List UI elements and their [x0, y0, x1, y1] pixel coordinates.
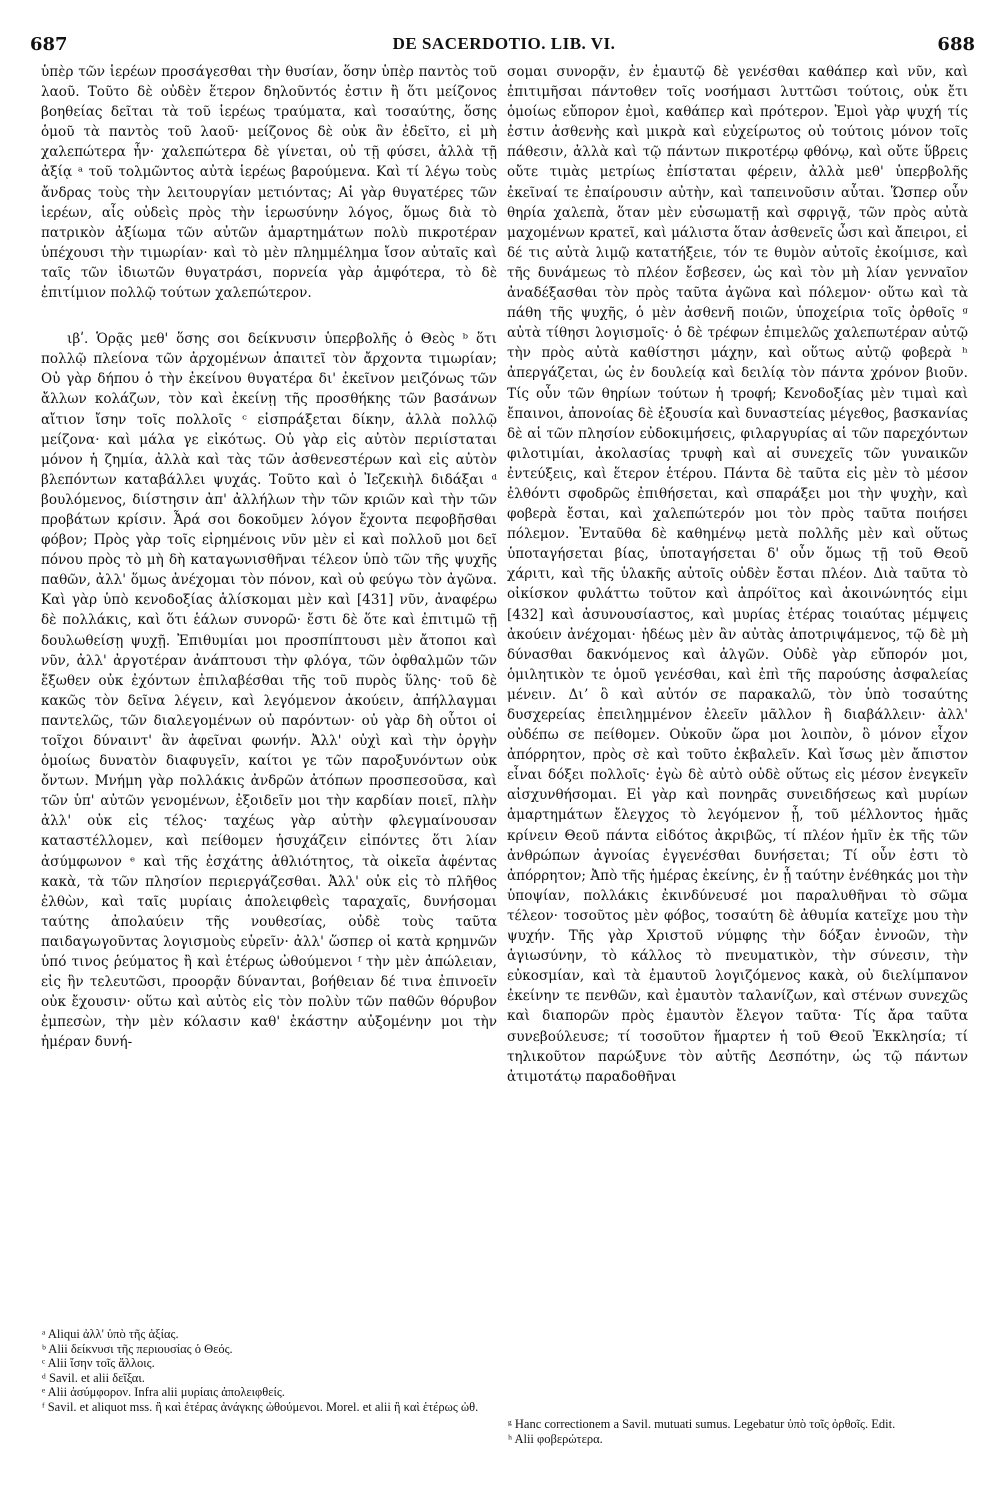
footnote: ᵉ Alii ἀσύμφορον. Infra alii μυρίαις ἀπολειφθείς. — [42, 1385, 285, 1399]
footnote: ᵈ Savil. et alii δεῖξαι. — [42, 1370, 145, 1385]
left-column — [41, 62, 497, 1053]
right-column — [507, 62, 968, 1087]
footnote: ᵃ Aliqui ἀλλ' ὑπὸ τῆς ἀξίας. — [42, 1327, 179, 1341]
footnote: ᵍ Hanc correctionem a Savil. mutuati sumus. Legebatur ὑπὸ τοῖς ὀρθοῖς. Edit. — [508, 1417, 896, 1431]
footnotes-left — [42, 1327, 498, 1414]
page-number-right: 688 — [937, 34, 975, 55]
footnotes-right — [508, 1417, 969, 1446]
footnote: ᶠ Savil. et aliquot mss. ἢ καὶ ἑτέρας ἀνάγκης ὠθούμενοι. Morel. et alii ἢ καὶ ἑτέρως ὠθ. — [42, 1399, 479, 1414]
paragraph: ὑπὲρ τῶν ἱερέων προσάγεσθαι τὴν θυσίαν, ὅσην ὑπὲρ παντὸς τοῦ λαοῦ. Τοῦτο δὲ οὐδὲν ἕτερον δηλοῦντός ἐστιν ἢ ὅτι μείζονος βοηθείας δεῖται τὰ τοῦ ἱερέως τραύματα, καὶ τοσαύτης, ὅσης ὁμοῦ τὰ παντὸς τοῦ λαοῦ· μείζονος δὲ οὐκ ἂν ἐδεῖτο, εἰ μὴ χαλεπώτερα ἦν· χαλεπώτερα δὲ γίνεται, οὐ τῇ φύσει, ἀλλὰ τῇ ἀξίᾳ ᵃ τοῦ τολμῶντος αὐτὰ ἱερέως βαρούμενα. Καὶ τί λέγω τοὺς ἄνδρας τοὺς τὴν λειτουργίαν μετιόντας; Αἱ γὰρ θυγατέρες τῶν ἱερέων, αἷς οὐδεὶς πρὸς τὴν ἱερωσύνην λόγος, ὅμως διὰ τὸ πατρικὸν ἀξίωμα τῶν αὐτῶν ἁμαρτημάτων πολὺ πικροτέραν ὑπέχουσι τὴν τιμωρίαν· καὶ τὸ μὲν πλημμέλημα ἴσον αὐταῖς καὶ ταῖς τῶν ἰδιωτῶν θυγατράσι, πορνεία γὰρ ἀμφότερα, τὸ δὲ ἐπιτίμιον πολλῷ τούτων χαλεπώτερον. — [41, 64, 497, 302]
paragraph: σομαι συνορᾷν, ἐν ἐμαυτῷ δὲ γενέσθαι καθάπερ καὶ νῦν, καὶ ἐπιτιμῆσαι πάντοθεν τοῖς νοσήμασι λυττῶσι τούτοις, οὐκ ἔτι ὁμοίως εὔπορον ἐμοὶ, καθάπερ καὶ πρότερον. Ἐμοὶ γὰρ ψυχή τίς ἐστιν ἀσθενὴς καὶ μικρὰ καὶ εὐχείρωτος οὐ τούτοις μόνον τοῖς πάθεσιν, ἀλλὰ καὶ τῷ πάντων πικροτέρῳ φθόνῳ, καὶ οὔτε ὕβρεις οὔτε τιμὰς μετρίως ἐπίσταται φέρειν, ἀλλὰ μεθ' ὑπερβολῆς ἐκεῖναί τε ἐπαίρουσιν αὐτὴν, καὶ ταπεινοῦσιν αὗται. Ὥσπερ οὖν θηρία χαλεπὰ, ὅταν μὲν εὐσωματῇ καὶ σφριγᾷ, τῶν πρὸς αὐτὰ μαχομένων κρατεῖ, καὶ μάλιστα ὅταν ἀσθενεῖς ὦσι καὶ ἄπειροι, εἰ δέ τις αὐτὰ λιμῷ κατατήξειε, τόν τε θυμὸν αὐτοῖς ἐκοίμισε, καὶ τῆς δυνάμεως τὸ πλέον ἔσβεσεν, ὡς καὶ τὸν μὴ λίαν γενναῖον ἀναδέξασθαι τὸν πρὸς ταῦτα ἀγῶνα καὶ πόλεμον· οὕτω καὶ τὰ πάθη τῆς ψυχῆς, ὁ μὲν ἀσθενῆ ποιῶν, ὑποχείρια τοῖς ὀρθοῖς ᵍ αὐτὰ τίθησι λογισμοῖς· ὁ δὲ τρέφων ἐπιμελῶς χαλεπωτέραν αὐτῷ τὴν πρὸς αὐτὰ καθίστησι μάχην, καὶ οὕτως αὐτῷ φοβερὰ ʰ ἀπεργάζεται, ὡς ἐν δουλείᾳ καὶ δειλίᾳ τὸν πάντα χρόνον βιοῦν. Τίς οὖν τῶν θηρίων τούτων ἡ τροφή; Κενοδοξίας μὲν τιμαὶ καὶ ἔπαινοι, ἀπονοίας δὲ ἐξουσία καὶ δυναστείας μέγεθος, βασκανίας δὲ αἱ τῶν πλησίον εὐδοκιμήσεις, φιλαργυρίας αἱ τῶν παρεχόντων φιλοτιμίαι, ἀκολασίας τρυφὴ καὶ αἱ συνεχεῖς τῶν γυναικῶν ἐντεύξεις, καὶ ἕτερον ἑτέρου. Πάντα δὲ ταῦτα εἰς μὲν τὸ μέσον ἐλθόντι σφοδρῶς ἐπιθήσεται, καὶ σπαράξει μοι τὴν ψυχὴν, καὶ φοβερὰ ἔσται, καὶ χαλεπώτερόν μοι τὸν πρὸς ταῦτα ποιήσει πόλεμον. Ἐνταῦθα δὲ καθημένῳ μετὰ πολλῆς μὲν καὶ οὕτως ὑποταγήσεται βίας, ὑποταγήσεται δ' οὖν ὅμως τῇ τοῦ Θεοῦ χάριτι, καὶ τῆς ὑλακῆς αὐτοῖς οὐδὲν ἔσται πλέον. Διὰ ταῦτα τὸ οἰκίσκον φυλάττω τοῦτον καὶ ἀπρόϊτος καὶ ἀκοινώνητός εἰμι [432] καὶ ἀσυνουσίαστος, καὶ μυρίας ἑτέρας τοιαύτας μέμψεις ἀκούειν ἀνέχομαι· ἡδέως μὲν ἂν αὐτὰς ἀποτριψάμενος, τῷ δὲ μὴ δύνασθαι δακνόμενος καὶ ἀλγῶν. Οὐδὲ γὰρ εὔπορόν μοι, ὁμιλητικὸν τε ὁμοῦ γενέσθαι, καὶ ἐπὶ τῆς παρούσης ἀσφαλείας μένειν. Διʼ ὃ καὶ αὐτόν σε παρακαλῶ, τὸν ὑπὸ τοσαύτης δυσχερείας ἐπειλημμένον ἐλεεῖν μᾶλλον ἢ διαβάλλειν· ἀλλ' οὐδέπω σε πείθομεν. Οὐκοῦν ὥρα μοι λοιπὸν, ὃ μόνον εἶχον ἀπόρρητον, πρὸς σὲ καὶ τοῦτο ἐκβαλεῖν. Καὶ ἴσως μὲν ἄπιστον εἶναι δόξει πολλοῖς· ἐγὼ δὲ αὐτὸ οὐδὲ οὕτως εἰς μέσον ἐνεγκεῖν αἰσχυνθήσομαι. Εἰ γὰρ καὶ πονηρᾶς συνειδήσεως καὶ μυρίων ἁμαρτημάτων ἔλεγχος τὸ λεγόμενον ᾖ, τοῦ μέλλοντος ἡμᾶς κρίνειν Θεοῦ πάντα εἰδότος ἀκριβῶς, τί πλέον ἡμῖν ἐκ τῆς τῶν ἀνθρώπων ἀγνοίας ἐγγενέσθαι δυνήσεται; Τί οὖν ἐστι τὸ ἀπόρρητον; Ἀπὸ τῆς ἡμέρας ἐκείνης, ἐν ᾗ ταύτην ἐνέθηκάς μοι τὴν ὑποψίαν, πολλάκις ἐκινδύνευσέ μοι παραλυθῆναι τὸ σῶμα τέλεον· τοσοῦτος μὲν φόβος, τοσαύτη δὲ ἀθυμία κατεῖχε μου τὴν ψυχήν. Τῆς γὰρ Χριστοῦ νύμφης τὴν δόξαν ἐννοῶν, τὴν ἁγιωσύνην, τὸ κάλλος τὸ πνευματικὸν, τὴν σύνεσιν, τὴν εὐκοσμίαν, καὶ τὰ ἐμαυτοῦ λογιζόμενος κακὰ, οὐ διελίμπανον ἐκείνην τε πενθῶν, καὶ ἐμαυτὸν ταλανίζων, καὶ στένων συνεχῶς καὶ διαπορῶν πρὸς ἐμαυτὸν ἔλεγον ταῦτα· Τίς ἄρα ταῦτα συνεβούλευσε; τί τοσοῦτον ἥμαρτεν ἡ τοῦ Θεοῦ Ἐκκλησία; τί τηλικοῦτον παρώξυνε τὸν αὐτῆς Δεσπότην, ὡς τῷ πάντων ἀτιμοτάτῳ παραδοθῆναι — [507, 64, 968, 1085]
running-title: DE SACERDOTIO. LIB. VI. — [392, 34, 616, 53]
footnote: ᵇ Alii δείκνυσι τῆς περιουσίας ὁ Θεός. — [42, 1341, 233, 1356]
footnote: ᶜ Alii ἴσην τοῖς ἄλλοις. — [42, 1356, 155, 1370]
page-number-left: 687 — [30, 34, 68, 55]
page-header — [0, 34, 1008, 58]
footnote: ʰ Alii φοβερώτερα. — [508, 1431, 603, 1446]
paragraph: ιβʹ. Ὁρᾷς μεθ' ὅσης σοι δείκνυσιν ὑπερβολῆς ὁ Θεὸς ᵇ ὅτι πολλῷ πλείονα τῶν ἀρχομένων ἀπαιτεῖ τὸν ἄρχοντα τιμωρίαν; Οὐ γὰρ δήπου ὁ τὴν ἐκείνου θυγατέρα δι' ἐκεῖνον μειζόνως τῶν ἄλλων κολάζων, τὸν καὶ ἐκείνῃ τῆς προσθήκης τῶν βασάνων αἴτιον ἴσην τοῖς πολλοῖς ᶜ εἰσπράξεται δίκην, ἀλλὰ πολλῷ μείζονα· καὶ μάλα γε εἰκότως. Οὐ γὰρ εἰς αὐτὸν περιίσταται μόνον ἡ ζημία, ἀλλὰ καὶ τὰς τῶν ἀσθενεστέρων καὶ εἰς αὐτὸν βλεπόντων καταβάλλει ψυχάς. Τοῦτο καὶ ὁ Ἰεζεκιὴλ διδάξαι ᵈ βουλόμενος, διίστησιν ἀπ' ἀλλήλων τὴν τῶν κριῶν καὶ τὴν τῶν προβάτων κρίσιν. Ἆρά σοι δοκοῦμεν λόγον ἔχοντα πεφοβῆσθαι φόβον; Πρὸς γὰρ τοῖς εἰρημένοις νῦν μὲν εἰ καὶ πολλοῦ μοι δεῖ πόνου πρὸς τὸ μὴ δὴ καταγωνισθῆναι τέλεον ὑπὸ τῶν τῆς ψυχῆς παθῶν, ἀλλ' ὅμως ἀνέχομαι τὸν πόνον, καὶ οὐ φεύγω τὸν ἀγῶνα. Καὶ γὰρ ὑπὸ κενοδοξίας ἁλίσκομαι μὲν καὶ [431] νῦν, ἀναφέρω δὲ πολλάκις, καὶ ὅτι ἑάλων συνορῶ· ἔστι δὲ ὅτε καὶ ἐπιτιμῶ τῇ δουλωθείσῃ ψυχῇ. Ἐπιθυμίαι μοι προσπίπτουσι μὲν ἄτοποι καὶ νῦν, ἀλλ' ἀργοτέραν ἀνάπτουσι τὴν φλόγα, τῶν ὀφθαλμῶν τῶν ἔξωθεν οὐκ ἐχόντων ἐπιλαβέσθαι τῆς τοῦ πυρὸς ὕλης· τοῦ δὲ κακῶς τὸν δεῖνα λέγειν, καὶ λεγόμενον ἀκούειν, ἀπήλλαγμαι παντελῶς, τῶν διαλεγομένων οὐ παρόντων· οὐ γὰρ δὴ οὗτοι οἱ τοῖχοι δύναιντ' ἂν ἀφεῖναι φωνήν. Ἀλλ' οὐχὶ καὶ τὴν ὀργὴν ὁμοίως δυνατὸν διαφυγεῖν, καίτοι γε τῶν παροξυνόντων οὐκ ὄντων. Μνήμη γὰρ πολλάκις ἀνδρῶν ἀτόπων προσπεσοῦσα, καὶ τῶν ὑπ' αὐτῶν γενομένων, ἐξοιδεῖν μοι τὴν καρδίαν ποιεῖ, πλὴν ἀλλ' οὐκ εἰς τέλος· ταχέως γὰρ αὐτὴν φλεγμαίνουσαν καταστέλλομεν, καὶ πείθομεν ἡσυχάζειν εἰπόντες ὅτι λίαν ἀσύμφωνον ᵉ καὶ τῆς ἐσχάτης ἀθλιότητος, τὰ οἰκεῖα ἀφέντας κακὰ, τὰ τῶν πλησίον περιεργάζεσθαι. Ἀλλ' οὐκ εἰς τὸ πλῆθος ἐλθὼν, καὶ ταῖς μυρίαις ἀπολειφθεὶς ταραχαῖς, δυνήσομαι ταύτης ἀπολαύειν τῆς νουθεσίας, οὐδὲ τοὺς ταῦτα παιδαγωγοῦντας λογισμοὺς εὑρεῖν· ἀλλ' ὥσπερ οἱ κατὰ κρημνῶν ὑπό τινος ῥεύματος ἢ καὶ ἑτέρως ὠθούμενοι ᶠ τὴν μὲν ἀπώλειαν, εἰς ἣν τελευτῶσι, προορᾷν δύνανται, βοήθειαν δέ τινα ἐπινοεῖν οὐκ ἔχουσιν· οὕτω καὶ αὐτὸς εἰς τὸν πολὺν τῶν παθῶν θόρυβον ἐμπεσὼν, τὴν μὲν κόλασιν καθ' ἑκάστην αὐξομένην μοι τὴν ἡμέραν δυνή- — [41, 331, 497, 1051]
